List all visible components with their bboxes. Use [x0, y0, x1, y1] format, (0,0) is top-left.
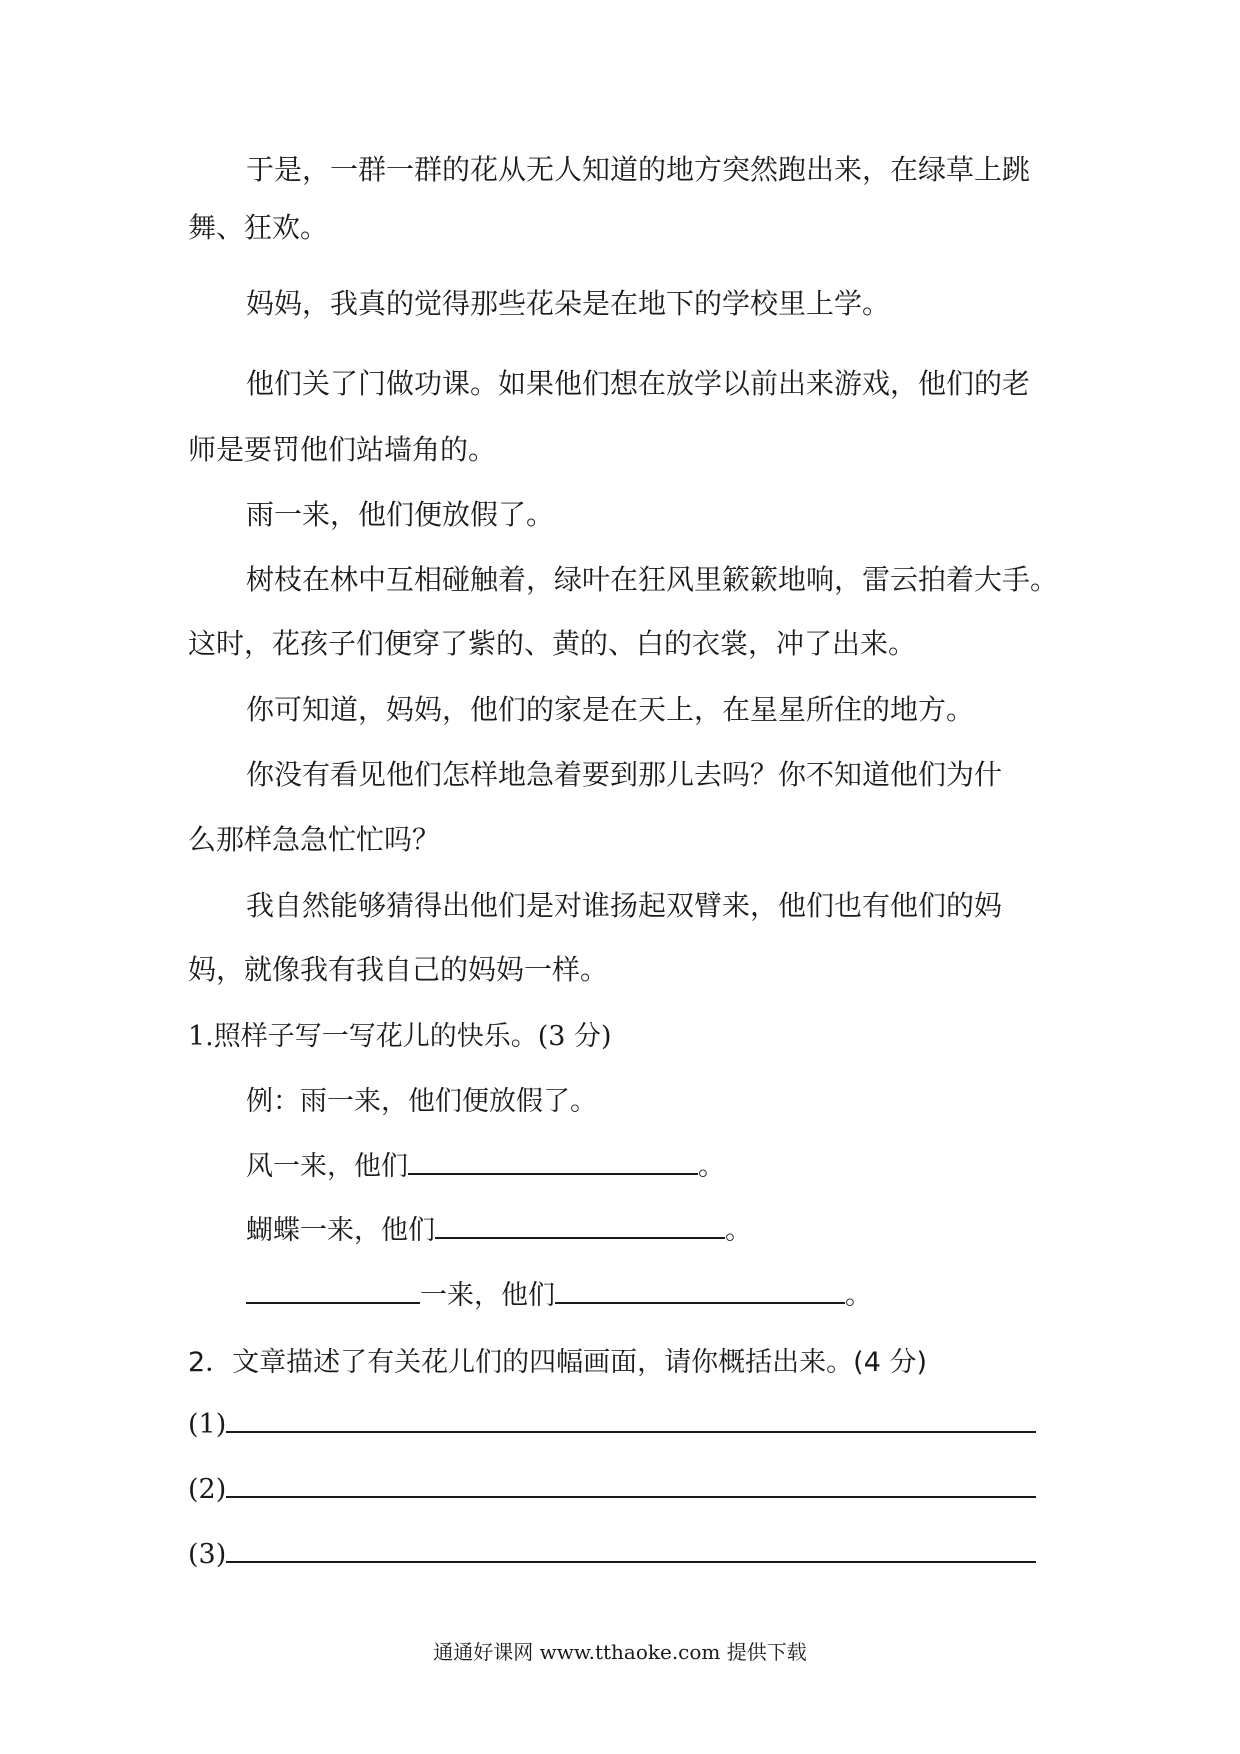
question-2-title: 2．文章描述了有关花儿们的四幅画面，请你概括出来。(4 分) — [188, 1347, 928, 1378]
item-2-prefix: 蝴蝶一来，他们 — [246, 1215, 435, 1246]
question-1-example: 例：雨一来，他们便放假了。 — [246, 1086, 597, 1117]
answer-blank[interactable] — [246, 1276, 420, 1304]
question-1-item-3 — [246, 1273, 872, 1312]
passage-line: 我自然能够猜得出他们是对谁扬起双臂来，他们也有他们的妈 — [246, 889, 1003, 922]
passage-line: 他们关了门做功课。如果他们想在放学以前出来游戏，他们的老 — [246, 367, 1031, 400]
question-2-answer-3 — [188, 1535, 1036, 1570]
answer-label: (1) — [188, 1409, 227, 1440]
period: 。 — [698, 1151, 725, 1182]
period: 。 — [845, 1280, 872, 1311]
item-3-mid: 一来，他们 — [420, 1280, 555, 1311]
answer-blank[interactable] — [555, 1276, 845, 1304]
period: 。 — [725, 1215, 752, 1246]
passage-line: 舞、狂欢。 — [188, 211, 329, 244]
passage-line: 树枝在林中互相碰触着，绿叶在狂风里簌簌地响，雷云拍着大手。 — [246, 563, 1059, 596]
question-1-item-1 — [246, 1144, 725, 1183]
answer-label: (2) — [188, 1474, 227, 1505]
question-2-answer-1 — [188, 1405, 1036, 1440]
question-1-item-2 — [246, 1208, 752, 1247]
footer-credit: 通通好课网 www.tthaoke.com 提供下载 — [433, 1640, 807, 1664]
question-1-title: 1.照样子写一写花儿的快乐。(3 分) — [188, 1021, 612, 1052]
passage-line: 雨一来，他们便放假了。 — [246, 498, 555, 531]
answer-label: (3) — [188, 1539, 227, 1570]
answer-blank[interactable] — [226, 1535, 1036, 1563]
passage-line: 妈妈，我真的觉得那些花朵是在地下的学校里上学。 — [246, 287, 891, 320]
answer-blank[interactable] — [435, 1211, 725, 1239]
answer-blank[interactable] — [226, 1405, 1036, 1433]
passage-line: 你可知道，妈妈，他们的家是在天上，在星星所住的地方。 — [246, 693, 975, 726]
answer-blank[interactable] — [226, 1470, 1036, 1498]
question-2-answer-2 — [188, 1470, 1036, 1505]
passage-line: 于是，一群一群的花从无人知道的地方突然跑出来，在绿草上跳 — [246, 153, 1031, 186]
passage-line: 么那样急急忙忙吗？ — [188, 823, 441, 856]
passage-line: 妈，就像我有我自己的妈妈一样。 — [188, 953, 609, 986]
passage-line: 你没有看见他们怎样地急着要到那儿去吗？你不知道他们为什 — [246, 758, 1003, 791]
passage-line: 师是要罚他们站墙角的。 — [188, 433, 497, 466]
passage-line: 这时，花孩子们便穿了紫的、黄的、白的衣裳，冲了出来。 — [188, 627, 917, 660]
item-1-prefix: 风一来，他们 — [246, 1151, 408, 1182]
answer-blank[interactable] — [408, 1147, 698, 1175]
